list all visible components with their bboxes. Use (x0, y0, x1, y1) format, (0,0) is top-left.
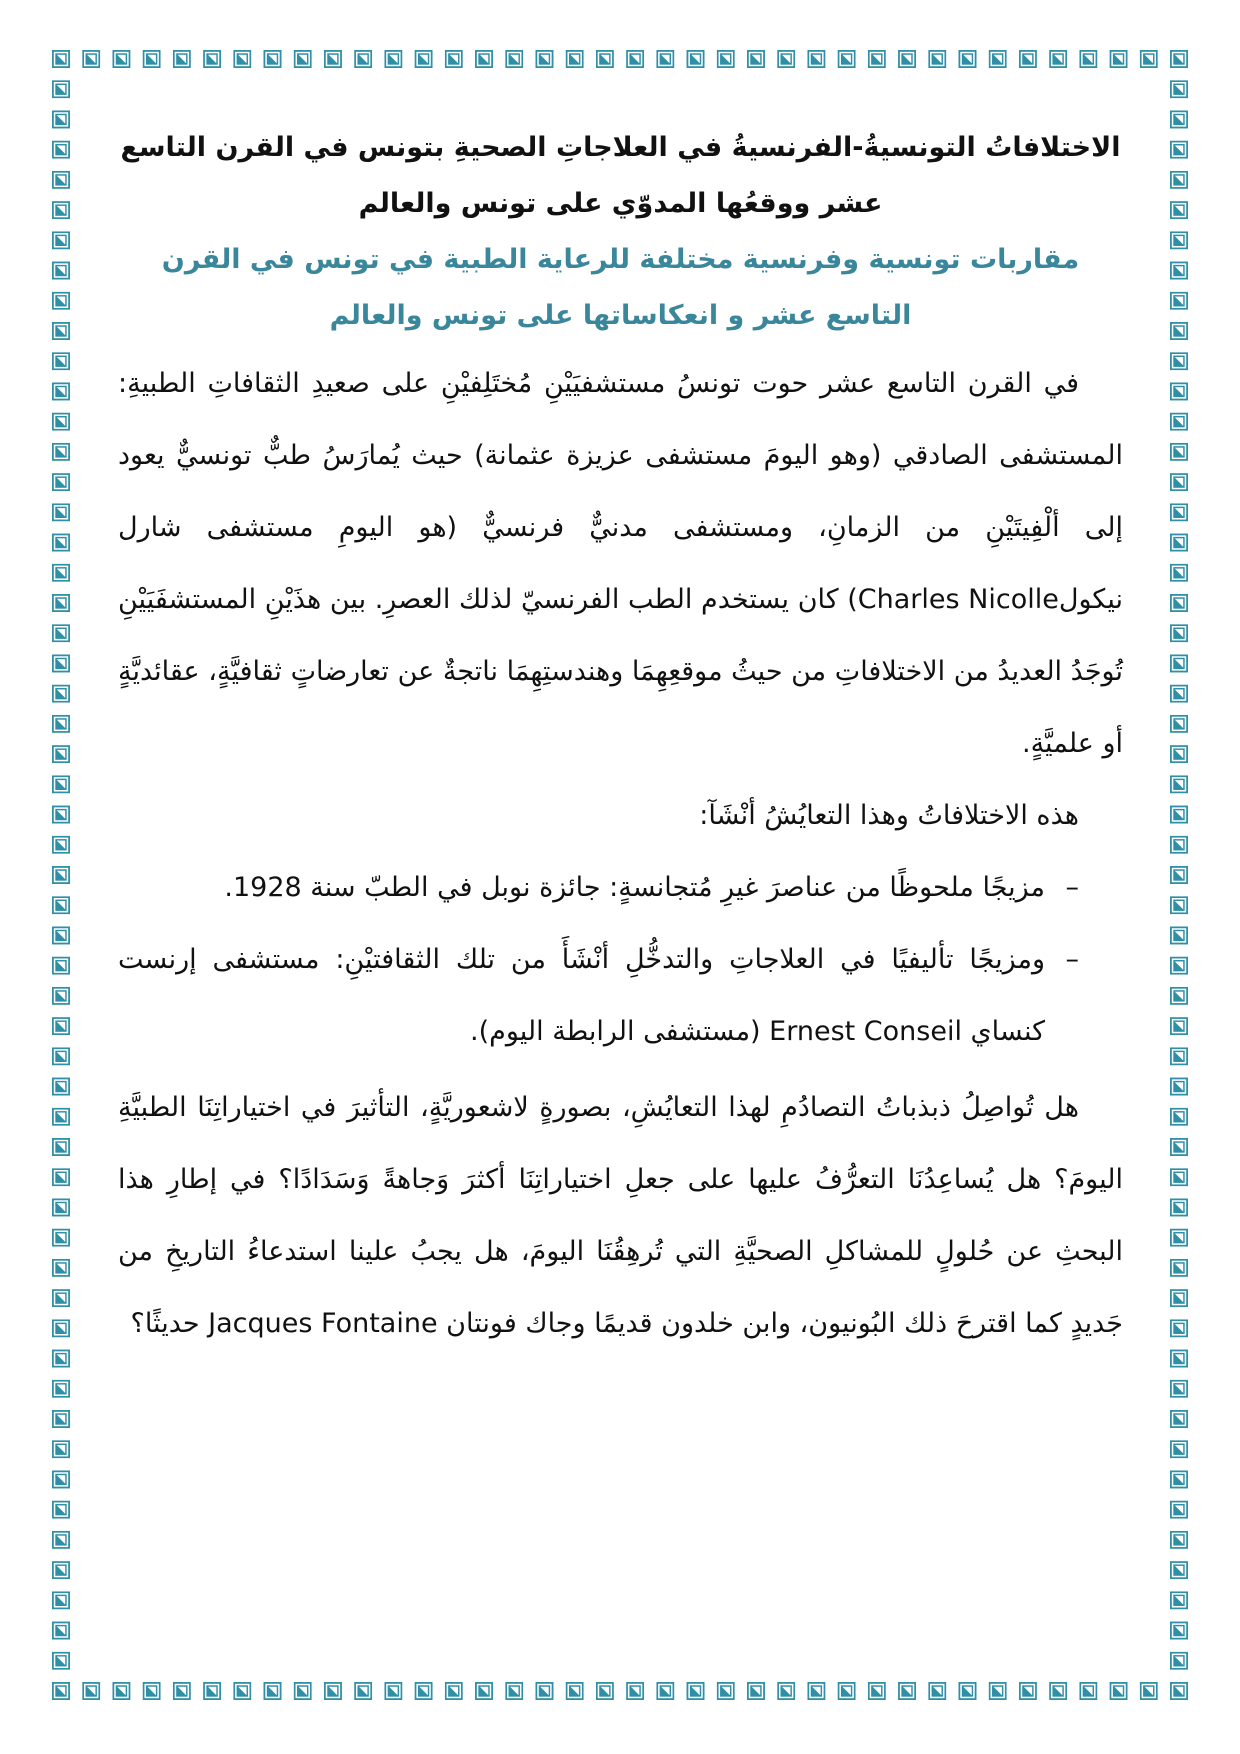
border-tile (53, 262, 69, 278)
border-tile (1141, 51, 1157, 67)
border-tile (1171, 716, 1187, 732)
border-tile (1171, 202, 1187, 218)
border-tile (1171, 1532, 1187, 1548)
bullet-text: مزيجًا ملحوظًا من عناصرَ غيرِ مُتجانسةٍ: جائزة نوبل في الطبّ سنة 1928. (224, 872, 1045, 903)
border-tile (1171, 776, 1187, 792)
border-tile (1171, 444, 1187, 460)
border-tile (295, 1683, 311, 1699)
border-tile (1171, 1109, 1187, 1125)
border-tile (1080, 51, 1096, 67)
border-tile (959, 1683, 975, 1699)
border-tile (144, 1683, 160, 1699)
border-tile (446, 51, 462, 67)
border-tile (1171, 1653, 1187, 1669)
border-tile (536, 51, 552, 67)
border-tile (325, 1683, 341, 1699)
border-tile (1141, 1683, 1157, 1699)
border-tile (567, 51, 583, 67)
border-tile (53, 897, 69, 913)
border-tile (1171, 1562, 1187, 1578)
border-tile (53, 1109, 69, 1125)
border-tile (476, 1683, 492, 1699)
bullet-dash: – (1065, 944, 1079, 975)
border-tile (53, 625, 69, 641)
border-tile (53, 1381, 69, 1397)
border-tile (929, 51, 945, 67)
border-tile (1171, 1502, 1187, 1518)
border-tile (53, 202, 69, 218)
border-tile (113, 51, 129, 67)
border-tile (1171, 1471, 1187, 1487)
border-tile (1171, 1139, 1187, 1155)
border-tile (415, 1683, 431, 1699)
border-tile (53, 1230, 69, 1246)
bullet-item (118, 852, 1123, 924)
border-tile (53, 172, 69, 188)
border-tile (446, 1683, 462, 1699)
border-tile (53, 837, 69, 853)
border-tile (234, 51, 250, 67)
border-tile (506, 1683, 522, 1699)
border-tile (53, 444, 69, 460)
border-tile (1171, 504, 1187, 520)
border-tile (1171, 1381, 1187, 1397)
border-tile (1171, 262, 1187, 278)
border-tile (1171, 1260, 1187, 1276)
border-tile (53, 1199, 69, 1215)
intro-line: هذه الاختلافاتُ وهذا التعايُشُ أنْشَآ: (699, 800, 1079, 831)
document-body (118, 112, 1123, 1360)
bullet-dash: – (1065, 872, 1079, 903)
border-tile (174, 51, 190, 67)
border-tile (53, 1169, 69, 1185)
border-tile (53, 958, 69, 974)
border-tile (53, 1139, 69, 1155)
border-tile (1171, 897, 1187, 913)
border-tile (53, 1018, 69, 1034)
border-tile (657, 51, 673, 67)
border-tile (808, 1683, 824, 1699)
border-tile (53, 1048, 69, 1064)
border-tile (839, 51, 855, 67)
border-tile (869, 1683, 885, 1699)
border-tile (1171, 1441, 1187, 1457)
border-tile (53, 1653, 69, 1669)
border-tile (53, 1320, 69, 1336)
border-tile (627, 1683, 643, 1699)
border-tile (53, 1260, 69, 1276)
border-tile (264, 51, 280, 67)
border-tile (234, 1683, 250, 1699)
border-tile (53, 655, 69, 671)
border-tile (53, 806, 69, 822)
border-tile (53, 1350, 69, 1366)
border-tile (1110, 1683, 1126, 1699)
border-tile (1171, 1320, 1187, 1336)
border-tile (1171, 988, 1187, 1004)
border-tile (1171, 746, 1187, 762)
border-tile (1171, 293, 1187, 309)
border-tile (718, 1683, 734, 1699)
border-tile (144, 51, 160, 67)
border-tile (355, 1683, 371, 1699)
border-tile (959, 51, 975, 67)
border-tile (778, 51, 794, 67)
border-tile (53, 1441, 69, 1457)
border-tile (53, 1683, 69, 1699)
border-tile (53, 142, 69, 158)
paragraph-hospitals: في القرن التاسع عشر حوت تونسُ مستشفيَيْنِ مُختَلِفيْنِ على صعيدِ الثقافاتِ الطبيةِ: المستشفى الصادقي (وهو اليومَ مستشفى عزيزة عثمانة) حيث يُمارَسُ طبٌّ تونسيٌّ يعود إلى ألْفِيتَيْنِ من الزمانِ، ومستشفى مدنيٌّ فرنسيٌّ (هو اليومِ مستشفى شارل نيكولCharles Nicolle) كان يستخدم الطب الفرنسيّ لذلك العصرِ. بين هذَيْنِ المستشفَيَيْنِ تُوجَدُ العديدُ من الاختلافاتِ من حيثُ موقعِهِمَا وهندستِهِمَا ناتجةٌ عن تعارضاتٍ ثقافيَّةٍ، عقائديَّةٍ أو علميَّةٍ. (118, 368, 1123, 759)
border-tile (385, 1683, 401, 1699)
border-tile (899, 1683, 915, 1699)
border-tile (415, 51, 431, 67)
border-tile (778, 1683, 794, 1699)
border-tile (1171, 172, 1187, 188)
border-tile (597, 1683, 613, 1699)
border-tile (1171, 1199, 1187, 1215)
border-tile (83, 1683, 99, 1699)
border-tile (990, 1683, 1006, 1699)
border-tile (1171, 927, 1187, 943)
border-tile (174, 1683, 190, 1699)
border-tile (1171, 625, 1187, 641)
border-tile (1171, 353, 1187, 369)
border-tile (1171, 81, 1187, 97)
border-tile (53, 1411, 69, 1427)
border-tile (1171, 686, 1187, 702)
border-tile (1050, 51, 1066, 67)
border-tile (536, 1683, 552, 1699)
border-tile (53, 1078, 69, 1094)
border-tile (1020, 1683, 1036, 1699)
border-tile (1020, 51, 1036, 67)
border-tile (1110, 51, 1126, 67)
border-tile (53, 746, 69, 762)
border-tile (1171, 1018, 1187, 1034)
border-tile (264, 1683, 280, 1699)
border-tile (1171, 383, 1187, 399)
border-tile (1080, 1683, 1096, 1699)
border-tile (53, 323, 69, 339)
border-tile (53, 988, 69, 1004)
border-tile (1171, 565, 1187, 581)
border-tile (1171, 1350, 1187, 1366)
border-tile (1171, 1048, 1187, 1064)
border-tile (113, 1683, 129, 1699)
border-tile (53, 474, 69, 490)
border-tile (53, 595, 69, 611)
border-tile (1171, 534, 1187, 550)
border-tile (385, 51, 401, 67)
border-tile (1171, 1622, 1187, 1638)
border-tile (1171, 1592, 1187, 1608)
border-tile (53, 867, 69, 883)
border-tile (1171, 1683, 1187, 1699)
border-tile (1171, 595, 1187, 611)
border-tile (53, 111, 69, 127)
border-tile (53, 1592, 69, 1608)
border-tile (1171, 867, 1187, 883)
border-tile (53, 353, 69, 369)
border-tile (929, 1683, 945, 1699)
border-tile (1171, 142, 1187, 158)
border-tile (718, 51, 734, 67)
border-tile (53, 383, 69, 399)
border-tile (53, 1622, 69, 1638)
border-tile (627, 51, 643, 67)
border-tile (53, 1290, 69, 1306)
border-tile (53, 534, 69, 550)
border-tile (53, 51, 69, 67)
border-tile (295, 51, 311, 67)
border-tile (1171, 1290, 1187, 1306)
border-tile (657, 1683, 673, 1699)
border-tile (204, 51, 220, 67)
border-tile (53, 1471, 69, 1487)
bullet-text: ومزيجًا تأليفيًا في العلاجاتِ والتدخُّلِ أنْشَأَ من تلك الثقافتيْنِ: مستشفى إرنست كنساي Ernest Conseil (مستشفى الرابطة اليوم). (118, 944, 1045, 1047)
border-tile (899, 51, 915, 67)
border-tile (53, 504, 69, 520)
border-tile (687, 51, 703, 67)
border-tile (1171, 111, 1187, 127)
border-tile (506, 51, 522, 67)
border-tile (53, 293, 69, 309)
document-subtitle: مقاربات تونسية وفرنسية مختلفة للرعاية الطبية في تونس في القرن التاسع عشر و انعكاساتها على تونس والعالم (161, 244, 1080, 331)
border-tile (53, 1562, 69, 1578)
border-tile (53, 1502, 69, 1518)
border-tile (53, 1532, 69, 1548)
border-tile (1171, 1078, 1187, 1094)
border-tile (839, 1683, 855, 1699)
border-tile (53, 686, 69, 702)
border-tile (1171, 806, 1187, 822)
border-tile (53, 776, 69, 792)
border-tile (83, 51, 99, 67)
border-tile (1171, 1169, 1187, 1185)
border-tile (325, 51, 341, 67)
border-tile (1171, 474, 1187, 490)
border-tile (1171, 655, 1187, 671)
border-tile (597, 51, 613, 67)
border-tile (808, 51, 824, 67)
border-tile (1171, 1230, 1187, 1246)
border-tile (748, 1683, 764, 1699)
border-tile (1171, 414, 1187, 430)
border-tile (1171, 51, 1187, 67)
border-tile (687, 1683, 703, 1699)
border-tile (204, 1683, 220, 1699)
bullet-item (118, 924, 1123, 1068)
border-tile (1171, 958, 1187, 974)
border-tile (1050, 1683, 1066, 1699)
border-tile (53, 565, 69, 581)
border-tile (1171, 837, 1187, 853)
border-tile (53, 716, 69, 732)
border-tile (53, 927, 69, 943)
border-tile (990, 51, 1006, 67)
paragraph-questions: هل تُواصِلُ ذبذباتُ التصادُمِ لهذا التعايُشِ، بصورةٍ لاشعوريَّةٍ، التأثيرَ في اختياراتِنَا الطبيَّةِ اليومَ؟ هل يُساعِدُنَا التعرُّفُ عليها على جعلِ اختياراتِنَا أكثرَ وَجاهةً وَسَدَادًا؟ في إطارِ هذا البحثِ عن حُلولٍ للمشاكلِ الصحيَّةِ التي تُرهِقُنَا اليومَ، هل يجبُ علينا استدعاءُ التاريخِ من جَديدٍ كما اقترحَ ذلك البُونيون، وابن خلدون قديمًا وجاك فونتان Jacques Fontaine حديثًا؟ (118, 1092, 1123, 1339)
document-title: الاختلافاتُ التونسيةُ-الفرنسيةُ في العلاجاتِ الصحيةِ بتونس في القرن التاسع عشر ووقعُها المدوّي على تونس والعالم (120, 132, 1121, 219)
border-tile (476, 51, 492, 67)
border-tile (53, 81, 69, 97)
border-tile (1171, 1411, 1187, 1427)
border-tile (355, 51, 371, 67)
border-tile (567, 1683, 583, 1699)
border-tile (1171, 323, 1187, 339)
border-tile (53, 232, 69, 248)
border-tile (748, 51, 764, 67)
border-tile (53, 414, 69, 430)
border-tile (1171, 232, 1187, 248)
border-tile (869, 51, 885, 67)
